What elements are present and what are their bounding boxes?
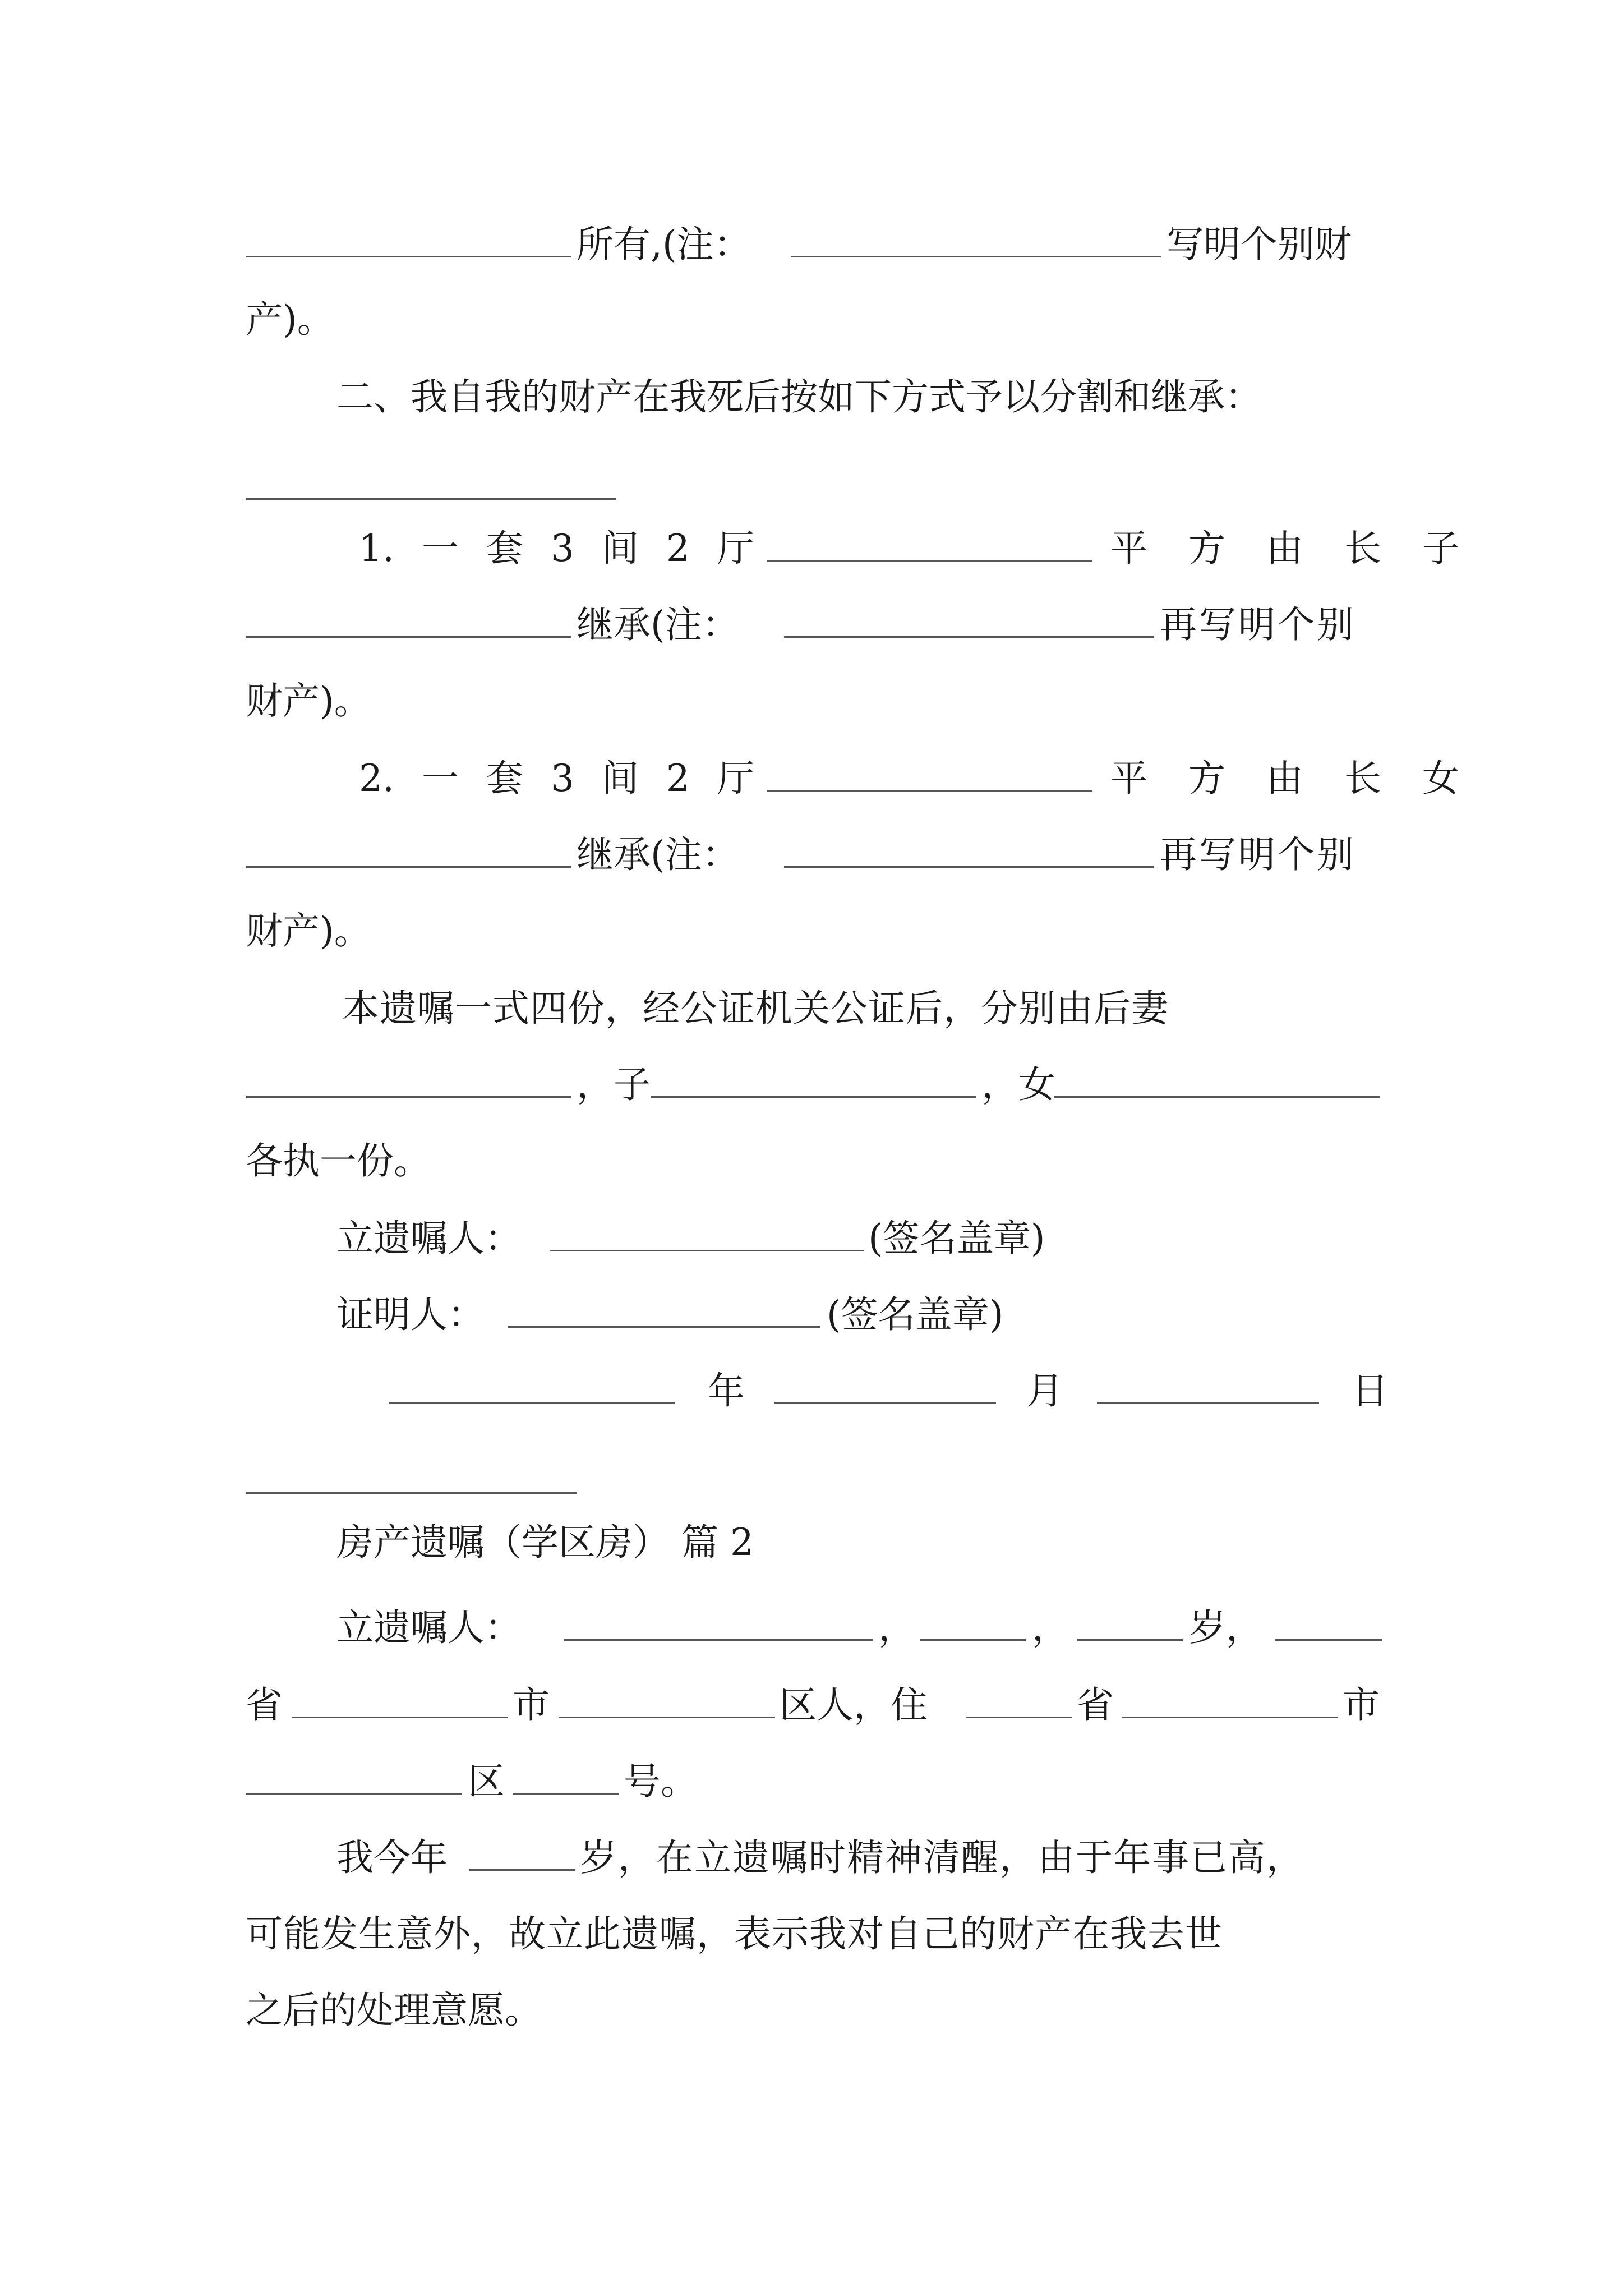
- blank-item-2-area[interactable]: [767, 757, 1092, 792]
- blank-month[interactable]: [774, 1370, 996, 1404]
- section-2-title-text: 房产遗嘱（学区房） 篇 2: [336, 1521, 754, 1564]
- item-1-heir: 平 方 由 长 子: [1110, 527, 1469, 570]
- text-owned: 所有,(注：: [577, 223, 751, 266]
- blank-distribution[interactable]: [246, 466, 616, 500]
- s2-prov2: 省: [1077, 1683, 1114, 1727]
- blank-s2-gender[interactable]: [920, 1607, 1026, 1641]
- blank-witness[interactable]: [508, 1294, 820, 1328]
- text-son: ，子: [577, 1063, 651, 1106]
- blank-s2-native[interactable]: [1275, 1607, 1382, 1641]
- date-year: 年: [708, 1369, 745, 1412]
- blank-day[interactable]: [1097, 1370, 1319, 1404]
- s2-comma-2: ，: [1032, 1606, 1069, 1649]
- blank-s2-prov2[interactable]: [966, 1684, 1072, 1718]
- blank-s2-age[interactable]: [1077, 1607, 1183, 1641]
- date-month: 月: [1026, 1369, 1063, 1412]
- s2-prov: 省: [246, 1683, 283, 1727]
- blank-s2-age2[interactable]: [469, 1837, 575, 1871]
- blank-s2-prov[interactable]: [292, 1684, 508, 1718]
- text-daughter: ，女: [981, 1063, 1055, 1106]
- item-2-text: 2. 一 套 3 间 2 厅: [359, 757, 754, 800]
- blank-owner[interactable]: [246, 223, 571, 257]
- item-2-end: 财产)。: [246, 909, 371, 953]
- testator-sign: (签名盖章): [868, 1217, 1045, 1260]
- item-2-specify: 再写明个别: [1160, 833, 1356, 876]
- blank-item-1-note[interactable]: [784, 604, 1154, 638]
- s2-dist: 区人，住: [780, 1683, 928, 1727]
- s2-p2: 可能发生意外，故立此遗嘱，表示我对自己的财产在我去世: [246, 1912, 1223, 1955]
- item-1-text: 1. 一 套 3 间 2 厅: [359, 527, 754, 570]
- item-2-heir: 平 方 由 长 女: [1110, 757, 1469, 800]
- witness-label: 证明人：: [336, 1293, 485, 1336]
- blank-son[interactable]: [651, 1064, 976, 1098]
- s2-p1-rest: 岁，在立遗嘱时精神清醒，由于年事已高，: [580, 1836, 1304, 1879]
- s2-dist2: 区: [468, 1760, 505, 1803]
- item-2-inherit: 继承(注：: [577, 833, 739, 876]
- blank-testator[interactable]: [550, 1217, 864, 1251]
- blank-date-extra[interactable]: [246, 1460, 577, 1494]
- s2-city2: 市: [1343, 1683, 1380, 1727]
- blank-year[interactable]: [389, 1370, 675, 1404]
- text-distribution-intro: 二、我自我的财产在我死后按如下方式予以分割和继承：: [336, 375, 1262, 418]
- witness-sign: (签名盖章): [827, 1293, 1004, 1336]
- date-day: 日: [1352, 1369, 1389, 1412]
- item-1-specify: 再写明个别: [1160, 603, 1356, 646]
- blank-s2-city[interactable]: [559, 1684, 775, 1718]
- blank-s2-name[interactable]: [564, 1607, 873, 1641]
- s2-p1-start: 我今年: [336, 1836, 448, 1879]
- s2-testator-label: 立遗嘱人：: [336, 1606, 522, 1649]
- item-1-end: 财产)。: [246, 679, 371, 723]
- testator-label: 立遗嘱人：: [336, 1217, 522, 1260]
- s2-p3: 之后的处理意愿。: [246, 1989, 542, 2032]
- text-property-end: 产)。: [246, 298, 334, 341]
- blank-wife[interactable]: [246, 1064, 571, 1098]
- s2-age: 岁，: [1189, 1606, 1263, 1649]
- s2-num: 号。: [624, 1760, 698, 1803]
- copies-text: 本遗嘱一式四份，经公证机关公证后，分别由后妻: [342, 987, 1169, 1030]
- blank-note[interactable]: [791, 223, 1161, 257]
- blank-item-2-note[interactable]: [784, 834, 1154, 868]
- text-each-hold: 各执一份。: [246, 1139, 431, 1182]
- blank-item-1-area[interactable]: [767, 527, 1092, 562]
- blank-s2-city2[interactable]: [1122, 1684, 1338, 1718]
- blank-s2-dist[interactable]: [246, 1760, 462, 1795]
- blank-daughter[interactable]: [1054, 1064, 1380, 1098]
- blank-s2-num[interactable]: [513, 1760, 619, 1795]
- text-specify: 写明个别财: [1166, 223, 1352, 266]
- item-1-inherit: 继承(注：: [577, 603, 739, 646]
- blank-item-1-heir[interactable]: [246, 604, 571, 638]
- s2-comma-1: ，: [878, 1606, 915, 1649]
- blank-item-2-heir[interactable]: [246, 834, 571, 868]
- s2-city: 市: [513, 1683, 550, 1727]
